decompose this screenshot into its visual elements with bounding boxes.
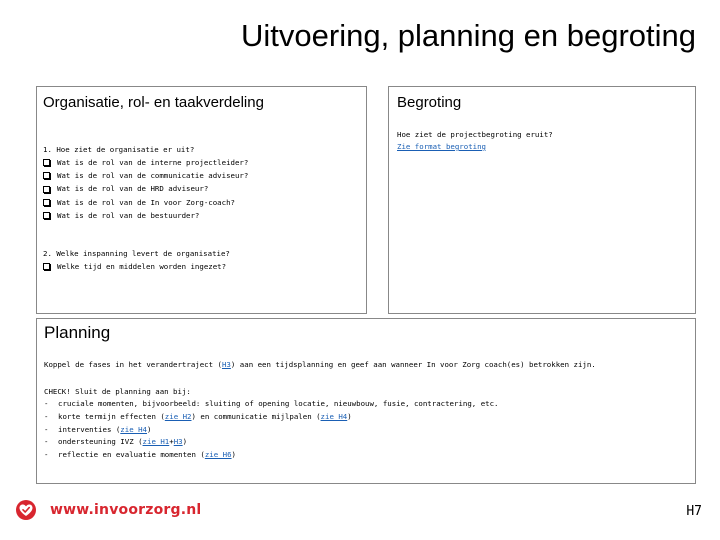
organisatie-heading: Organisatie, rol- en taakverdeling [43,94,264,111]
logo-url[interactable]: www.invoorzorg.nl [50,502,202,518]
zie-h1-link[interactable]: zie H1 [142,437,170,447]
dash-bullet: - [44,450,49,460]
organisatie-panel [36,86,367,314]
zie-h2-link[interactable]: zie H2 [164,411,192,421]
zie-h4-link[interactable]: zie H4 [120,424,147,434]
planning-panel [36,318,696,484]
list-item: Wat is de rol van de HRD adviseur? [43,182,248,195]
dash-bullet: - [44,437,49,447]
dash-bullet: - [44,411,49,421]
organisatie-question-2: 2. Welke inspanning levert de organisatie? [43,249,230,258]
planning-heading: Planning [44,323,111,342]
h3-link[interactable]: H3 [173,437,183,447]
checkbox-bullet-icon [43,186,50,193]
list-item: - cruciale momenten, bijvoorbeeld: sluiting of opening locatie, nieuwbouw, fusie, contractering, etc. [44,398,499,411]
heart-check-icon [16,500,36,520]
checkbox-bullet-icon [43,212,50,219]
list-item: Wat is de rol van de bestuurder? [43,209,248,222]
list-item: - korte termijn effecten ( zie H2 ) en communicatie mijlpalen ( zie H4 ) [44,411,499,424]
invoorzorg-logo [16,500,201,520]
list-item: Wat is de rol van de In voor Zorg-coach? [43,196,248,209]
format-begroting-link[interactable]: Zie format begroting [397,142,486,151]
begroting-panel [388,86,696,314]
page-number: H7 [686,504,702,519]
list-item: Welke tijd en middelen worden ingezet? [43,260,226,273]
begroting-question: Hoe ziet de projectbegroting eruit? [397,130,553,139]
planning-intro: Koppel de fases in het verandertraject (H3) aan een tijdsplanning en geef aan wanneer In voor Zorg coach(es) betrokken zijn. [44,360,596,369]
organisatie-question-2-list [43,260,226,273]
dash-bullet: - [44,399,49,408]
h3-link[interactable]: H3 [221,360,231,369]
list-item: - interventies ( zie H4 ) [44,424,499,437]
planning-check-list [44,398,499,462]
zie-h6-link[interactable]: zie H6 [204,450,232,460]
list-item: Wat is de rol van de interne projectleider? [43,156,248,169]
begroting-heading: Begroting [397,94,462,111]
organisatie-question-1-list [43,156,248,222]
checkbox-bullet-icon [43,159,50,166]
checkbox-bullet-icon [43,263,50,270]
list-item: Wat is de rol van de communicatie adviseur? [43,169,248,182]
dash-bullet: - [44,424,49,434]
planning-check: CHECK! Sluit de planning aan bij: [44,387,191,396]
list-item: - ondersteuning IVZ ( zie H1 + H3 ) [44,436,499,449]
list-item: - reflectie en evaluatie momenten ( zie H6 ) [44,449,499,462]
checkbox-bullet-icon [43,199,50,206]
page-title: Uitvoering, planning en begroting [241,18,696,53]
zie-h4-link[interactable]: zie H4 [320,411,348,421]
checkbox-bullet-icon [43,172,50,179]
organisatie-question-1: 1. Hoe ziet de organisatie er uit? [43,145,195,154]
